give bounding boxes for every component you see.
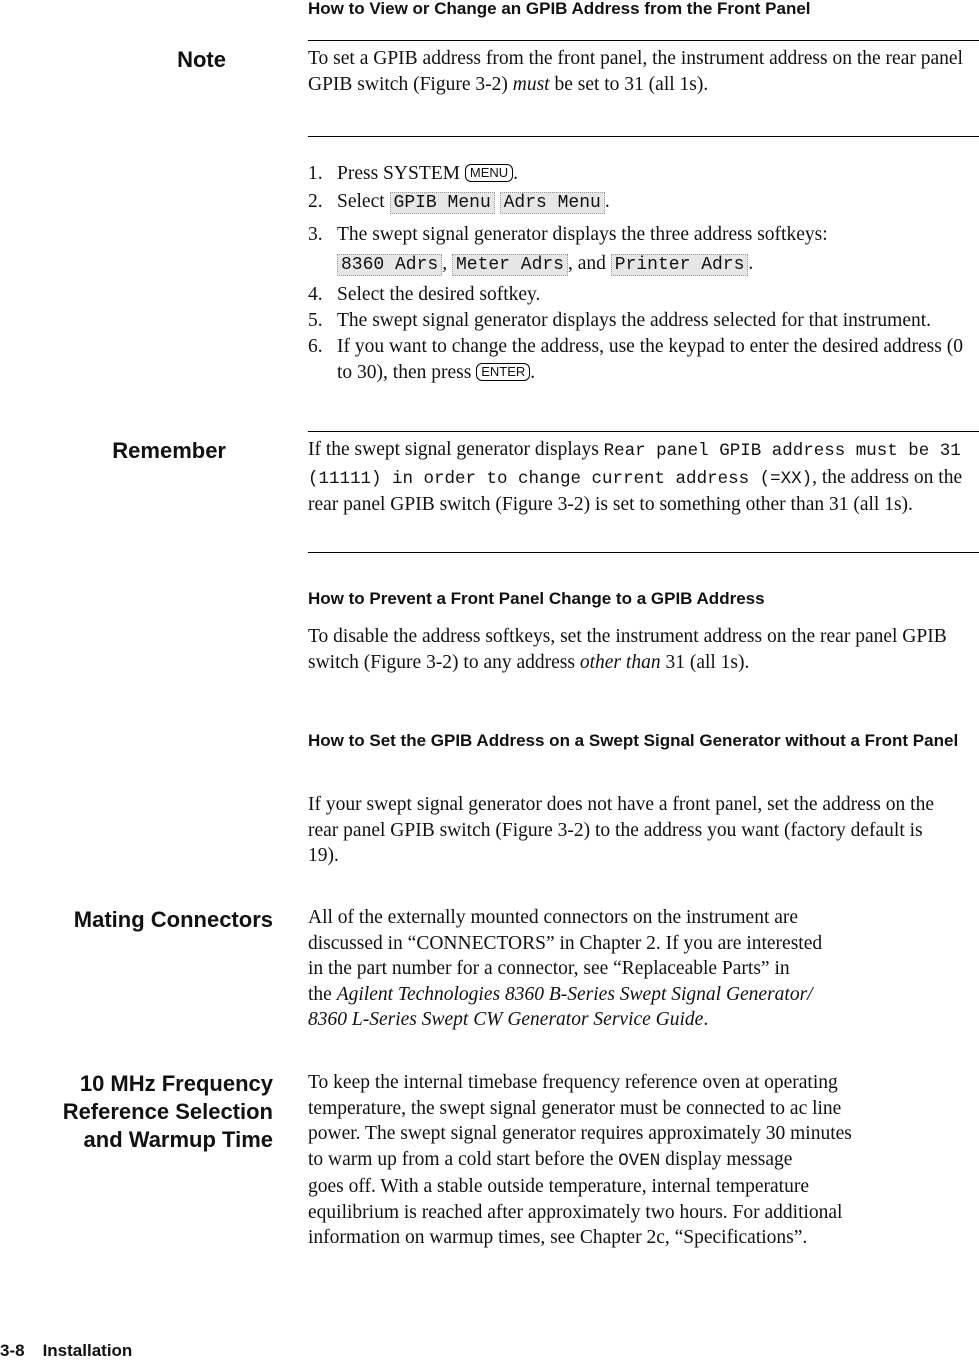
- menu-key: MENU: [465, 164, 513, 182]
- softkey-meter-adrs: Meter Adrs: [452, 254, 568, 276]
- remember-top-rule: [308, 431, 979, 432]
- page-number: 3-8: [0, 1341, 25, 1360]
- reference-selection-text: To keep the internal timebase frequency reference oven at operating temperature, the swept signal generator must be connected to ac line power. The swept signal generator requires approximately 30 minutes to warm up from a cold start before the OVEN display message goes off. With a stable outside temperature, internal temperature equilibrium is reached after approximately two hours. For additional information on warmup times, see Chapter 2c, “Specifications”.: [308, 1072, 852, 1248]
- note-label: Note: [177, 47, 226, 72]
- footer-section: Installation: [42, 1341, 133, 1360]
- oven-message: OVEN: [618, 1150, 661, 1171]
- list-item: 1. Press SYSTEM MENU .: [308, 163, 519, 184]
- mating-connectors-text: All of the externally mounted connectors on the instrument are discussed in “CONNECTORS” in Chapter 2. If you are interested in the part number for a connector, see “Replaceable Parts” in the Agilent Technologies 8360 B-Series Swept Signal Generator/ 8360 L-Series Swept CW Generator Service Guide.: [308, 907, 823, 1030]
- list-item: 3. The swept signal generator displays the three address softkeys: 8360 Adrs , Meter Adrs , and Printer Adrs .: [308, 224, 828, 275]
- list-item: 2. Select GPIB Menu Adrs Menu .: [308, 190, 610, 213]
- mating-connectors-label: Mating Connectors: [73, 907, 273, 932]
- remember-label: Remember: [112, 438, 226, 463]
- softkey-8360-adrs: 8360 Adrs: [337, 254, 442, 276]
- note-top-rule: [308, 40, 979, 41]
- remember-bottom-rule: [308, 552, 979, 553]
- softkey-printer-adrs: Printer Adrs: [611, 254, 749, 276]
- softkey-adrs-menu: Adrs Menu: [500, 192, 605, 214]
- section-heading-no-front-panel: How to Set the GPIB Address on a Swept Signal Generator without a Front Panel: [308, 731, 959, 750]
- softkey-gpib-menu: GPIB Menu: [390, 192, 495, 214]
- remember-text: If the swept signal generator displays Rear panel GPIB address must be 31 (11111) in order to change current address (=XX), the address on the rear panel GPIB switch (Figure 3-2) is set to something other than 31 (all 1s).: [308, 439, 963, 515]
- list-item: 4. Select the desired softkey.: [308, 284, 541, 305]
- enter-key: ENTER: [476, 363, 530, 381]
- note-text: To set a GPIB address from the front panel, the instrument address on the rear panel GPIB switch (Figure 3-2) must be set to 31 (all 1s).: [308, 48, 963, 95]
- note-bottom-rule: [308, 136, 979, 137]
- list-item: 5. The swept signal generator displays the address selected for that instrument.: [308, 310, 932, 331]
- reference-selection-label: 10 MHz Frequency Reference Selection and Warmup Time: [62, 1071, 273, 1152]
- prevent-text: To disable the address softkeys, set the instrument address on the rear panel GPIB switch (Figure 3-2) to any address other than 31 (all 1s).: [308, 626, 947, 673]
- section-heading-prevent-change: How to Prevent a Front Panel Change to a GPIB Address: [308, 589, 765, 608]
- steps-list: [308, 161, 968, 386]
- list-item: 6. If you want to change the address, use the keypad to enter the desired address (0 to 30), then press ENTER .: [308, 336, 963, 383]
- gpib-error-message: Rear panel GPIB address must be 31 (11111) in order to change current address (=XX): [308, 441, 961, 489]
- section-heading-view-change-address: How to View or Change an GPIB Address from the Front Panel: [308, 0, 811, 18]
- no-front-panel-text: If your swept signal generator does not have a front panel, set the address on the rear panel GPIB switch (Figure 3-2) to the address you want (factory default is 19).: [308, 794, 934, 866]
